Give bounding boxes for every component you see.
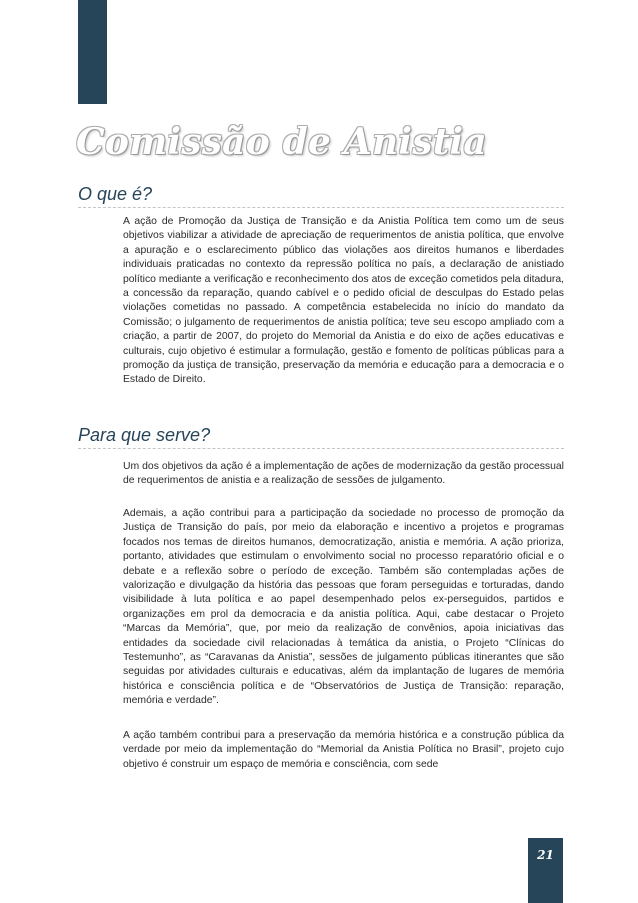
paragraph-para-que-serve-3: A ação também contribui para a preservação da memória histórica e a construção pública da verdade por meio da implementação do “Memorial da Anistia Política no Brasil”, projeto cujo objetivo é construir um espaço de memória e consciência, com sede — [123, 730, 564, 770]
page-number-box — [528, 838, 563, 903]
section-divider — [78, 207, 564, 209]
paragraph-o-que-e: A ação de Promoção da Justiça de Transição e da Anistia Política tem como um de seus objetivos viabilizar a atividade de apreciação de requerimentos de anistia política, que envolve a apuração e o esclarecimento público das violações aos direitos humanos e liberdades individuais praticadas no contexto da repressão política no país, a declaração de anistiado político mediante a verificação e reconhecimento dos atos de exceção cometidos pela ditadura, a concessão da reparação, quando cabível e o pedido oficial de desculpas do Estado pelas violações cometidas no passado. A competência estabelecida no início do mandato da Comissão; o julgamento de requerimentos de anistia política; teve seu escopo ampliado com a criação, a partir de 2007, do projeto do Memorial da Anistia e do eixo de ações educativas e culturais, cujo objetivo é estimular a formulação, gestão e fomento de políticas públicas para a promoção da justiça de transição, preservação da memória e educação para a democracia e o Estado de Direito. — [123, 216, 564, 386]
page-number: 21 — [537, 848, 554, 862]
page-title: Comissão de Anistia — [76, 121, 487, 163]
section-heading-o-que-e: O que é? — [78, 184, 153, 204]
paragraph-para-que-serve-1: Um dos objetivos da ação é a implementação de ações de modernização da gestão processual de requerimentos de anistia e a realização de sessões de julgamento. — [123, 461, 564, 487]
paragraph-para-que-serve-2: Ademais, a ação contribui para a participação da sociedade no processo de promoção da Justiça de Transição do país, por meio da elaboração e incentivo a projetos e programas focados nos temas de direitos humanos, democratização, anistia e memória. A ação prioriza, portanto, atividades que estimulam o envolvimento social no processo reparatório oficial e o debate e a reflexão sobre o período de exceção. Também são contempladas ações de valorização e divulgação da história das pessoas que foram perseguidas e torturadas, dando visibilidade à luta política e ao papel desempenhado pelos ex-perseguidos, partidos e organizações em prol da democracia e da anistia política. Aqui, cabe destacar o Projeto “Marcas da Memória”, que, por meio da realização de convênios, apoia iniciativas das entidades da sociedade civil relacionadas à temática da anistia, o Projeto “Clínicas do Testemunho”, as “Caravanas da Anistia”, sessões de julgamento públicas itinerantes que são seguidas por atividades culturais e educativas, além da implantação de lugares de memória histórica e consciência política e de “Observatórios de Justiça de Transição: reparação, memória e verdade”. — [123, 508, 564, 707]
section-divider — [78, 448, 564, 450]
section-heading-para-que-serve: Para que serve? — [78, 425, 211, 445]
top-accent-bar — [78, 0, 107, 104]
